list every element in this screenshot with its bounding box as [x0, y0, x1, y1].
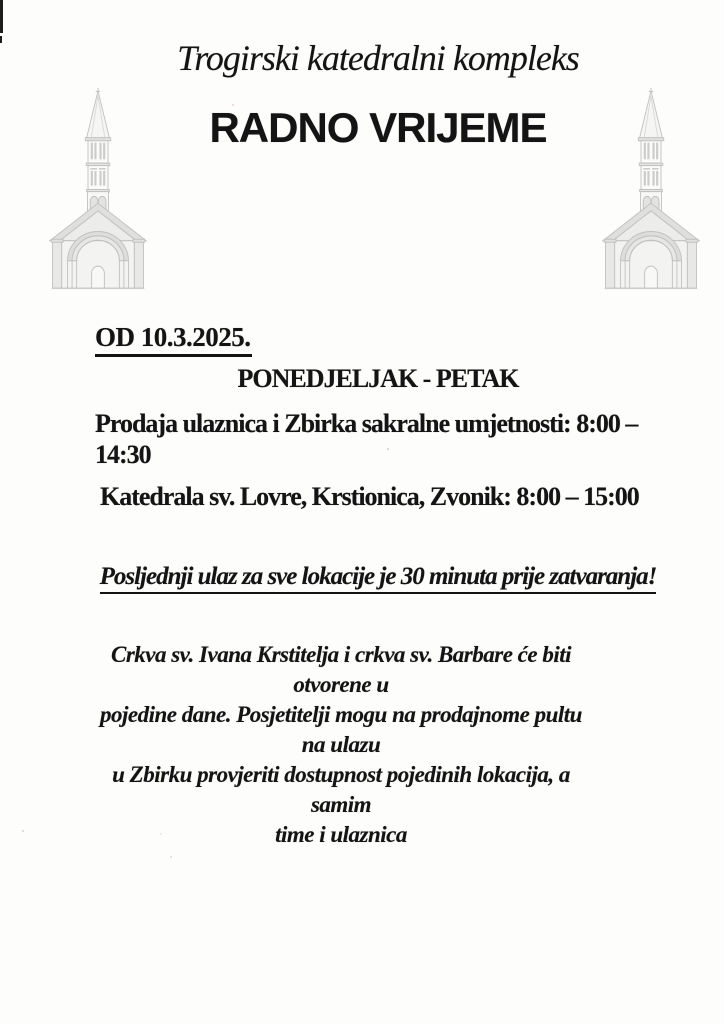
scan-artifact	[0, 36, 2, 43]
availability-note-line: Crkva sv. Ivana Krstitelja i crkva sv. Barbare će biti otvorene u	[110, 642, 571, 697]
availability-note	[95, 640, 587, 850]
availability-note-line: time i ulaznica	[275, 822, 407, 847]
availability-note-line: u Zbirku provjeriti dostupnost pojedinih lokacija, a samim	[112, 762, 570, 817]
scan-speck	[170, 856, 172, 858]
last-entry-warning	[95, 562, 661, 594]
scan-artifact	[0, 0, 3, 33]
scan-speck	[22, 830, 24, 832]
effective-date-text: OD 10.3.2025.	[95, 322, 252, 357]
hours-ticket-office-line2: 14:30	[95, 440, 151, 469]
last-entry-warning-text: Posljednji ulaz za sve lokacije je 30 minuta prije zatvaranja!	[100, 562, 657, 594]
effective-date	[95, 322, 252, 357]
availability-note-line: pojedine dane. Posjetitelji mogu na prodajnome pultu na ulazu	[100, 702, 582, 757]
hours-ticket-office	[95, 408, 675, 470]
page-heading: RADNO VRIJEME	[209, 104, 547, 151]
hours-cathedral: Katedrala sv. Lovre, Krstionica, Zvonik: 8:00 – 15:00	[100, 482, 639, 511]
hours-ticket-office-line1: Prodaja ulaznica i Zbirka sakralne umjetnosti: 8:00 –	[95, 409, 638, 438]
weekdays-line: PONEDJELJAK - PETAK	[237, 364, 519, 393]
page-title: Trogirski katedralni kompleks	[177, 38, 579, 78]
